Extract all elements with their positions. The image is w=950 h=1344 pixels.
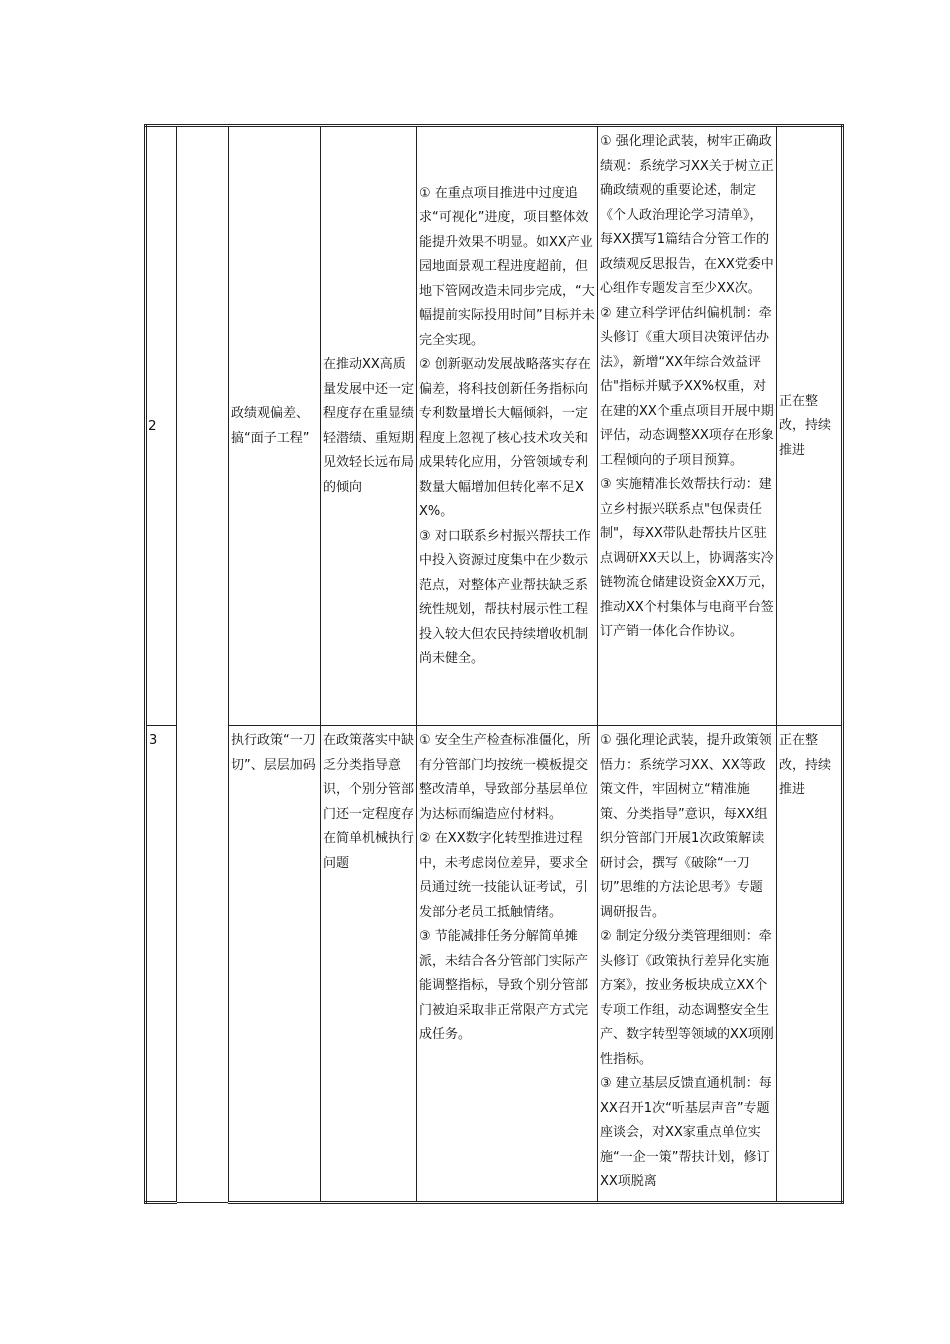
measures-cell bbox=[598, 126, 777, 726]
measures-cell bbox=[598, 726, 777, 1203]
measure-item: ③ 建立基层反馈直通机制：每XX召开1次“听基层声音”专题座谈会，对XX家重点单位实施“一企一策”帮扶计划，修订XX项脱离 bbox=[600, 1076, 772, 1189]
issue-cell: 政绩观偏差、搞“面子工程” bbox=[229, 126, 321, 726]
measure-item: ② 制定分级分类管理细则：牵头修订《政策执行差异化实施方案》，按业务板块成立XX个专项工作组，动态调整安全生产、数字转型等领域的XX项刚性指标。 bbox=[600, 929, 774, 1067]
measure-item: ① 强化理论武装，树牢正确政绩观：系统学习XX关于树立正确政绩观的重要论述，制定《个人政治理论学习清单》，每XX撰写1篇结合分管工作的政绩观反思报告，在XX党委中心组作专题发言至少XX次。 bbox=[600, 134, 774, 296]
problems-cell bbox=[417, 726, 598, 1203]
problem-item: ② 创新驱动发展战略落实存在偏差，将科技创新任务指标向专利数量增长大幅倾斜，一定程度上忽视了核心技术攻关和成果转化应用，分管领域专利数量大幅增加但转化率不足XX%。 bbox=[419, 357, 591, 519]
status-cell: 正在整改，持续推进 bbox=[777, 726, 843, 1203]
measure-item: ② 建立科学评估纠偏机制：牵头修订《重大项目决策评估办法》，新增“XX年综合效益评估"指标并赋予XX%权重，对在建的XX个重点项目开展中期评估，动态调整XX项存在形象工程倾向的子项目预算。 bbox=[600, 305, 774, 468]
blank-category-cell bbox=[177, 126, 229, 1203]
issue-cell: 执行政策“一刀切”、层层加码 bbox=[229, 726, 321, 1203]
problem-item: ③ 节能减排任务分解简单摊派，未结合各分管部门实际产能调整指标，导致个别分管部门被迫采取非正常限产方式完成任务。 bbox=[419, 929, 589, 1042]
manifestation-cell: 在推动XX高质量发展中还一定程度存在重显绩轻潜绩、重短期见效轻长远布局的倾向 bbox=[321, 126, 417, 726]
row-number: 3 bbox=[146, 726, 177, 1203]
table-row bbox=[146, 126, 843, 726]
problem-item: ② 在XX数字化转型推进过程中，未考虑岗位差异，要求全员通过统一技能认证考试，引发部分老员工抵触情绪。 bbox=[419, 831, 589, 920]
rectification-table bbox=[144, 124, 844, 1204]
table-row bbox=[146, 726, 843, 1203]
row-number: 2 bbox=[146, 126, 177, 726]
problem-item: ① 安全生产检查标准僵化，所有分管部门均按统一模板提交整改清单，导致部分基层单位为达标而编造应付材料。 bbox=[419, 733, 591, 822]
manifestation-cell: 在政策落实中缺乏分类指导意识，个别分管部门还一定程度存在简单机械执行问题 bbox=[321, 726, 417, 1203]
status-cell: 正在整改，持续推进 bbox=[777, 126, 843, 726]
measure-item: ① 强化理论武装，提升政策领悟力：系统学习XX、XX等政策文件，牢固树立“精准施策、分类指导”意识，每XX组织分管部门开展1次政策解读研讨会，撰写《破除“一刀切”思维的方法论思考》专题调研报告。 bbox=[600, 733, 772, 920]
problem-item: ① 在重点项目推进中过度追求“可视化”进度，项目整体效能提升效果不明显。如XX产业园地面景观工程进度超前，但地下管网改造未同步完成，“大幅提前实际投用时间”目标并未完全实现。 bbox=[419, 185, 595, 348]
problem-item: ③ 对口联系乡村振兴帮扶工作中投入资源过度集中在少数示范点，对整体产业帮扶缺乏系统性规划，帮扶村展示性工程投入较大但农民持续增收机制尚未健全。 bbox=[419, 528, 591, 666]
problems-cell bbox=[417, 126, 598, 726]
measure-item: ③ 实施精准长效帮扶行动：建立乡村振兴联系点"包保责任制"，每XX带队赴帮扶片区驻点调研XX天以上，协调落实冷链物流仓储建设资金XX万元，推动XX个村集体与电商平台签订产销一体化合作协议。 bbox=[600, 477, 774, 639]
